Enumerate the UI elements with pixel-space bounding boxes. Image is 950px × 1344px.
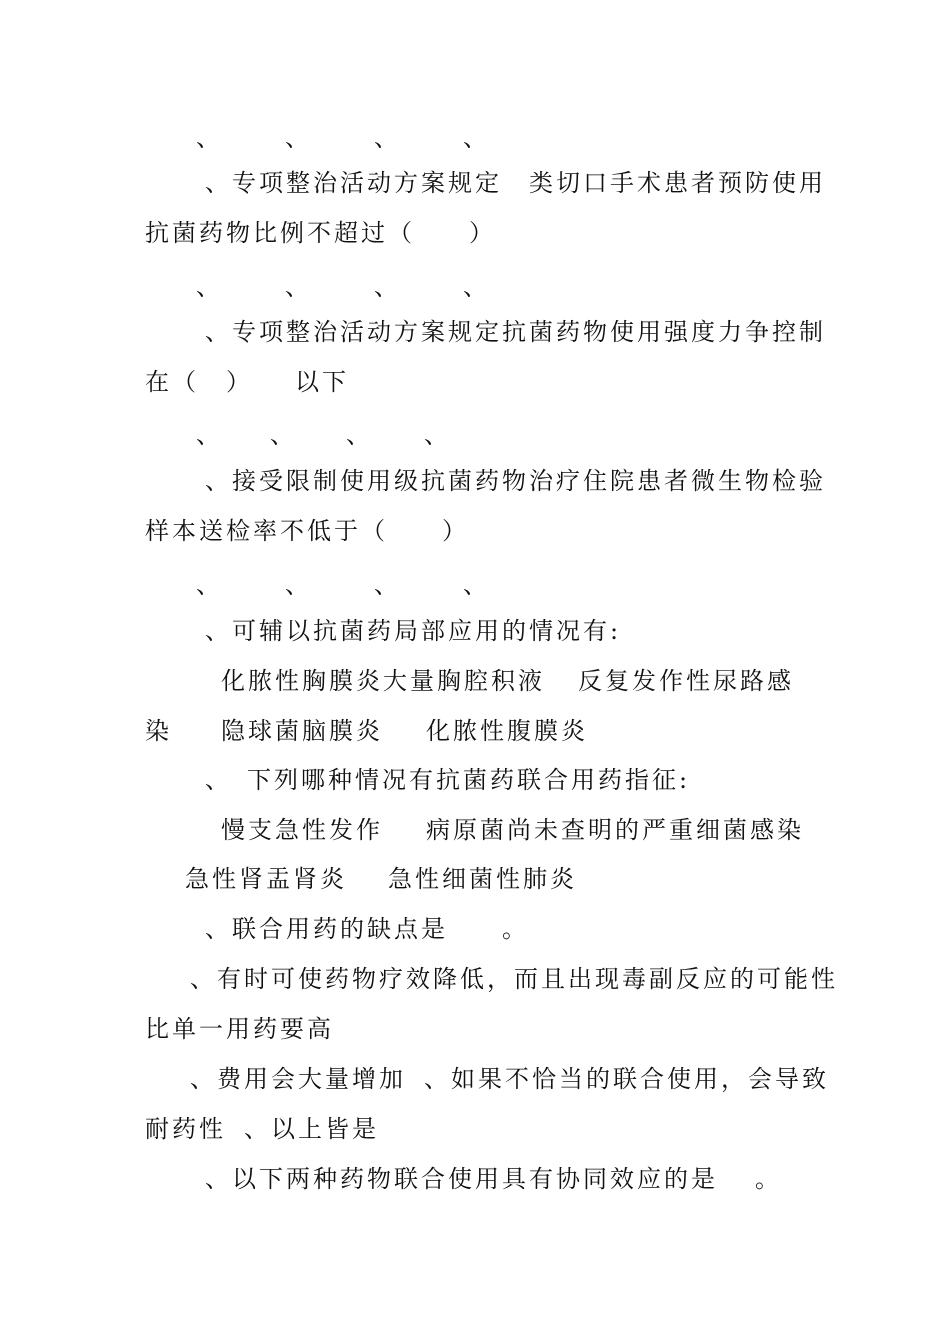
question-f-option3-cont: 耐药性 <box>145 1115 226 1143</box>
question-c-line2: 样本送检率不低于（ ） <box>145 517 469 545</box>
option-marker: 、 <box>374 124 401 152</box>
option-marker: 、 <box>463 571 490 599</box>
question-e-option2: 病原菌尚未查明的严重细菌感染 <box>426 816 804 844</box>
question-e-option3: 急性肾盂肾炎 <box>185 865 347 893</box>
question-f-line1: 、联合用药的缺点是 <box>205 915 448 943</box>
option-marker: 、 <box>424 421 451 449</box>
question-f-option4: 、以上皆是 <box>244 1115 379 1143</box>
option-marker: 、 <box>285 124 312 152</box>
question-d-option1: 化脓性胸膜炎大量胸腔积液 <box>221 667 545 695</box>
question-d-option2-cont: 染 <box>145 717 172 745</box>
option-marker: 、 <box>196 421 223 449</box>
question-f-line1-end: 。 <box>502 915 529 943</box>
question-f-option2: 、费用会大量增加 <box>190 1065 406 1093</box>
question-e-option1: 慢支急性发作 <box>221 816 383 844</box>
option-marker: 、 <box>374 273 401 301</box>
question-f-option1-line1: 、有时可使药物疗效降低，而且出现毒副反应的可能性 <box>190 965 838 993</box>
option-marker: 、 <box>196 571 223 599</box>
question-f-option3: 、如果不恰当的联合使用，会导致 <box>424 1065 829 1093</box>
option-marker: 、 <box>285 273 312 301</box>
option-marker: 、 <box>463 124 490 152</box>
question-b-line1: 、专项整治活动方案规定抗菌药物使用强度力争控制 <box>205 318 826 346</box>
question-b-line2: 在（ ） 以下 <box>145 368 349 396</box>
option-marker: 、 <box>196 273 223 301</box>
question-g-line1-end: 。 <box>755 1165 782 1193</box>
question-c-line1: 、接受限制使用级抗菌药物治疗住院患者微生物检验 <box>205 467 826 495</box>
question-f-option1-line2: 比单一用药要高 <box>145 1015 334 1043</box>
question-d-option3: 隐球菌脑膜炎 <box>221 717 383 745</box>
question-e-line1: 、 下列哪种情况有抗菌药联合用药指征: <box>205 766 691 794</box>
question-a-line2: 抗菌药物比例不超过（ ） <box>145 219 496 247</box>
option-marker: 、 <box>374 571 401 599</box>
question-g-line1: 、以下两种药物联合使用具有协同效应的是 <box>205 1165 718 1193</box>
option-marker: 、 <box>346 421 373 449</box>
option-marker: 、 <box>285 571 312 599</box>
question-a-line1: 、专项整治活动方案规定 类切口手术患者预防使用 <box>205 169 826 197</box>
question-d-line1: 、可辅以抗菌药局部应用的情况有: <box>205 617 622 645</box>
option-marker: 、 <box>196 124 223 152</box>
question-d-option4: 化脓性腹膜炎 <box>426 717 588 745</box>
option-marker: 、 <box>270 421 297 449</box>
question-e-option4: 急性细菌性肺炎 <box>388 865 577 893</box>
question-d-option2: 反复发作性尿路感 <box>578 667 794 695</box>
option-marker: 、 <box>463 273 490 301</box>
